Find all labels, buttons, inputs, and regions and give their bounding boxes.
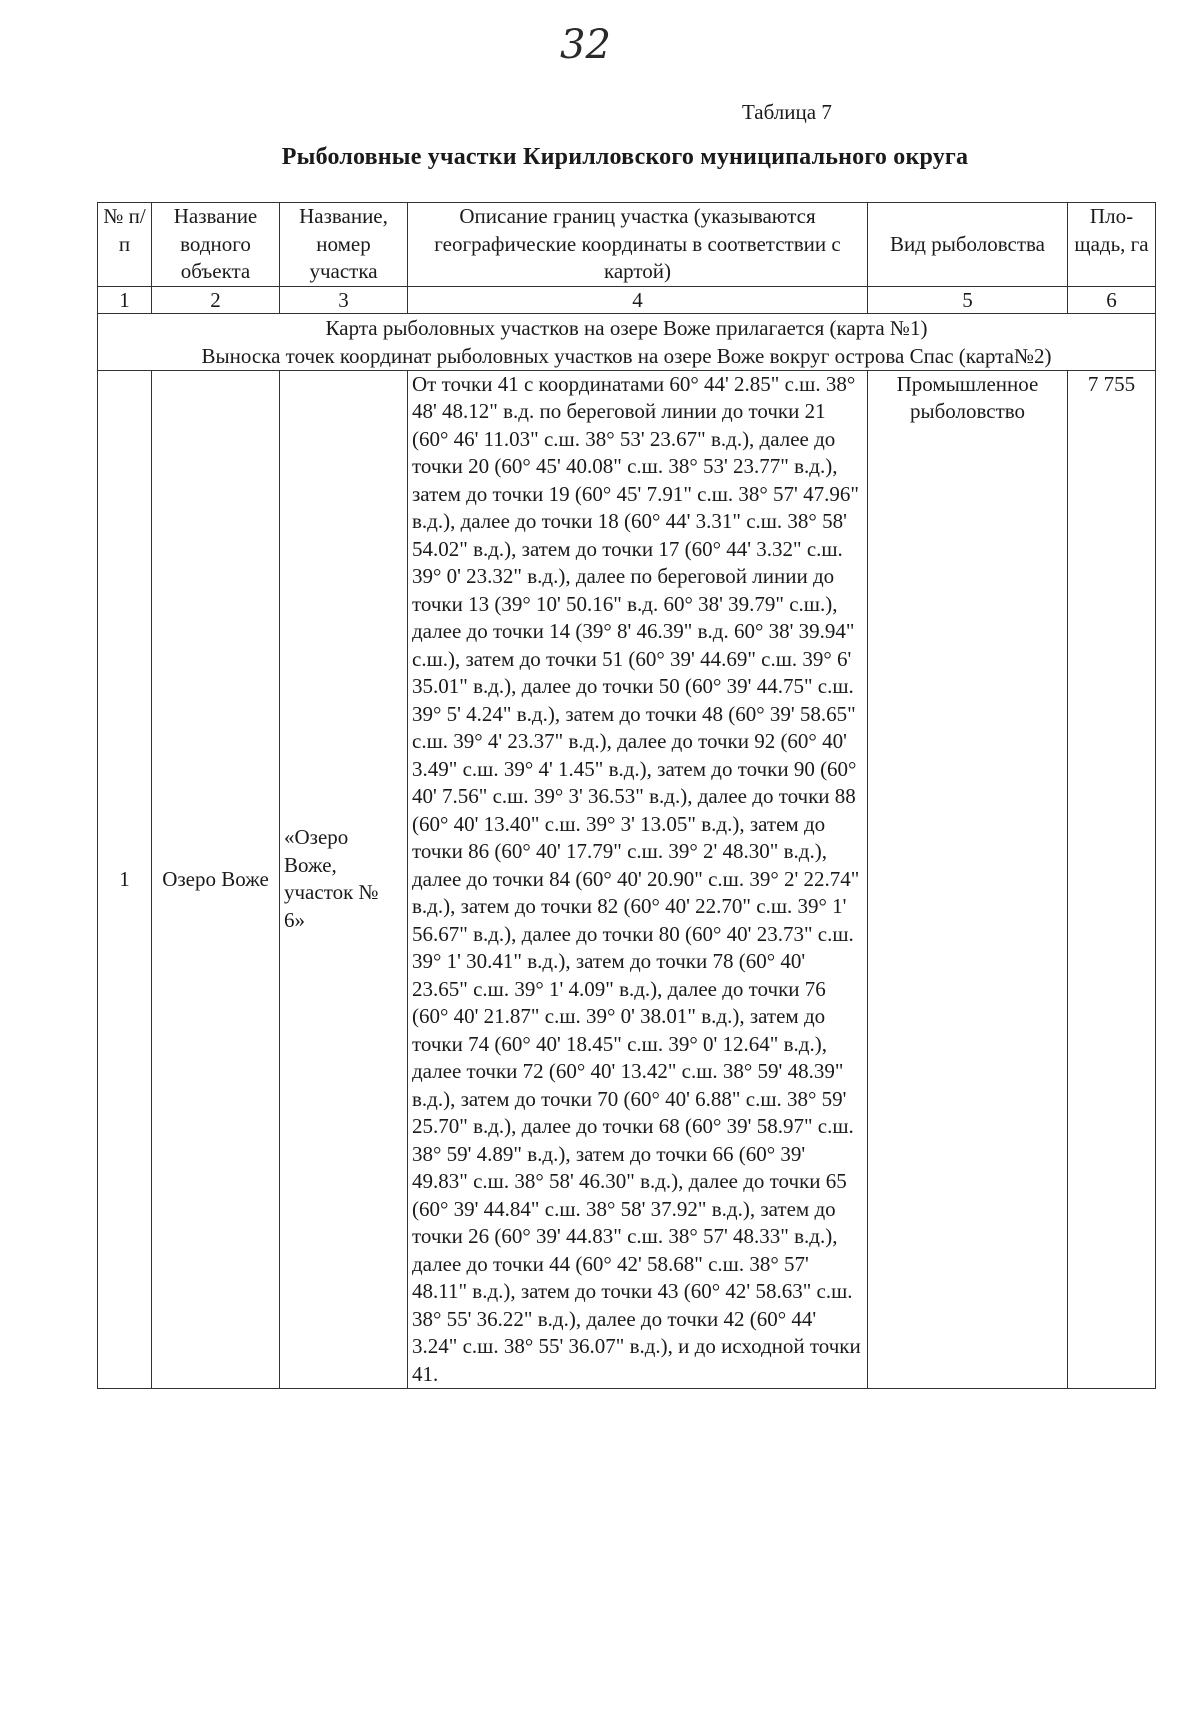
column-number: 1 (98, 286, 152, 313)
header-number: № п/ п (98, 203, 152, 287)
table-header-row (98, 203, 1156, 287)
table-row (98, 370, 1156, 1389)
table-label: Таблица 7 (742, 100, 832, 124)
column-number: 6 (1068, 286, 1156, 313)
column-number: 2 (152, 286, 280, 313)
map-notes-row (98, 313, 1156, 370)
column-number: 4 (408, 286, 868, 313)
document-title: Рыболовные участки Кирилловского муниципального округа (281, 144, 969, 170)
map-note: Карта рыболовных участков на озере Воже прилагается (карта №1) (325, 315, 928, 340)
map-notes-cell (98, 313, 1156, 370)
header-plot-name: Название, номер участка (280, 203, 408, 287)
column-number: 5 (868, 286, 1068, 313)
water-body-name: Озеро Воже (152, 370, 280, 1389)
column-number: 3 (280, 286, 408, 313)
header-area: Пло- щадь, га (1068, 203, 1156, 287)
column-numbers-row (98, 286, 1156, 313)
boundary-description (408, 370, 868, 1389)
fishing-type: Промышленное рыболовство (868, 370, 1068, 1389)
boundary-description-text: От точки 41 с координатами 60° 44' 2.85" с.ш. 38° 48' 48.12" в.д. по береговой линии до точки 21 (60° 46' 11.03" с.ш. 38° 53' 23.67" в.д.), далее до точки 20 (60° 45' 40.08" с.ш. 38° 53' 23.77" в.д.), затем до точки 19 (60° 45' 7.91" с.ш. 38° 57' 47.96" в.д.), далее до точки 18 (60° 44' 3.31" с.ш. 38° 58' 54.02" в.д.), затем до точки 17 (60° 44' 3.32" с.ш. 39° 0' 23.32" в.д.), далее по береговой линии до точки 13 (39° 10' 50.16" в.д. 60° 38' 39.79" с.ш.), далее до точки 14 (39° 8' 46.39" в.д. 60° 38' 39.94" с.ш.), затем до точки 51 (60° 39' 44.69" с.ш. 39° 6' 35.01" в.д.), далее до точки 50 (60° 39' 44.75" с.ш. 39° 5' 4.24" в.д.), затем до точки 48 (60° 39' 58.65" с.ш. 39° 4' 23.37" в.д.), далее до точки 92 (60° 40' 3.49" с.ш. 39° 4' 1.45" в.д.), затем до точки 90 (60° 40' 7.56" с.ш. 39° 3' 36.53" в.д.), далее до точки 88 (60° 40' 13.40" с.ш. 39° 3' 13.05" в.д.), затем до точки 86 (60° 40' 17.79" с.ш. 39° 2' 48.30" в.д.), далее до точки 84 (60° 40' 20.90" с.ш. 39° 2' 22.74" в.д.), затем до точки 82 (60° 40' 22.70" с.ш. 39° 1' 56.67" в.д.), далее до точки 80 (60° 40' 23.73" с.ш. 39° 1' 30.41" в.д.), затем до точки 78 (60° 40' 23.65" с.ш. 39° 1' 4.09" в.д.), далее до точки 76 (60° 40' 21.87" с.ш. 39° 0' 38.01" в.д.), затем до точки 74 (60° 40' 18.45" с.ш. 39° 0' 12.64" в.д.), далее точки 72 (60° 40' 13.42" с.ш. 38° 59' 48.39" в.д.), затем до точки 70 (60° 40' 6.88" с.ш. 38° 59' 25.70" в.д.), далее до точки 68 (60° 39' 58.97" с.ш. 38° 59' 4.89" в.д.), затем до точки 66 (60° 39' 49.83" с.ш. 38° 58' 46.30" в.д.), далее до точки 65 (60° 39' 44.84" с.ш. 38° 58' 37.92" в.д.), затем до точки 26 (60° 39' 44.83" с.ш. 38° 57' 48.33" в.д.), далее до точки 44 (60° 42' 58.68" с.ш. 38° 57' 48.11" в.д.), затем до точки 43 (60° 42' 58.63" с.ш. 38° 55' 36.22" в.д.), далее до точки 42 (60° 44' 3.24" с.ш. 38° 55' 36.07" в.д.), и до исходной точки 41. (412, 371, 861, 1386)
map-note: Выноска точек координат рыболовных участков на озере Воже вокруг острова Спас (карта№2) (201, 343, 1052, 368)
header-water-body: Название водного объекта (152, 203, 280, 287)
header-description: Описание границ участка (указываются географические координаты в соответствии с картой) (408, 203, 868, 287)
area-value: 7 755 (1068, 370, 1156, 1389)
row-number: 1 (98, 370, 152, 1389)
page-number: 32 (560, 22, 611, 68)
fishing-plots-table (97, 202, 1156, 1389)
plot-name: «Озеро Воже, участок № 6» (280, 370, 408, 1389)
header-fishing-type: Вид рыболовства (868, 203, 1068, 287)
